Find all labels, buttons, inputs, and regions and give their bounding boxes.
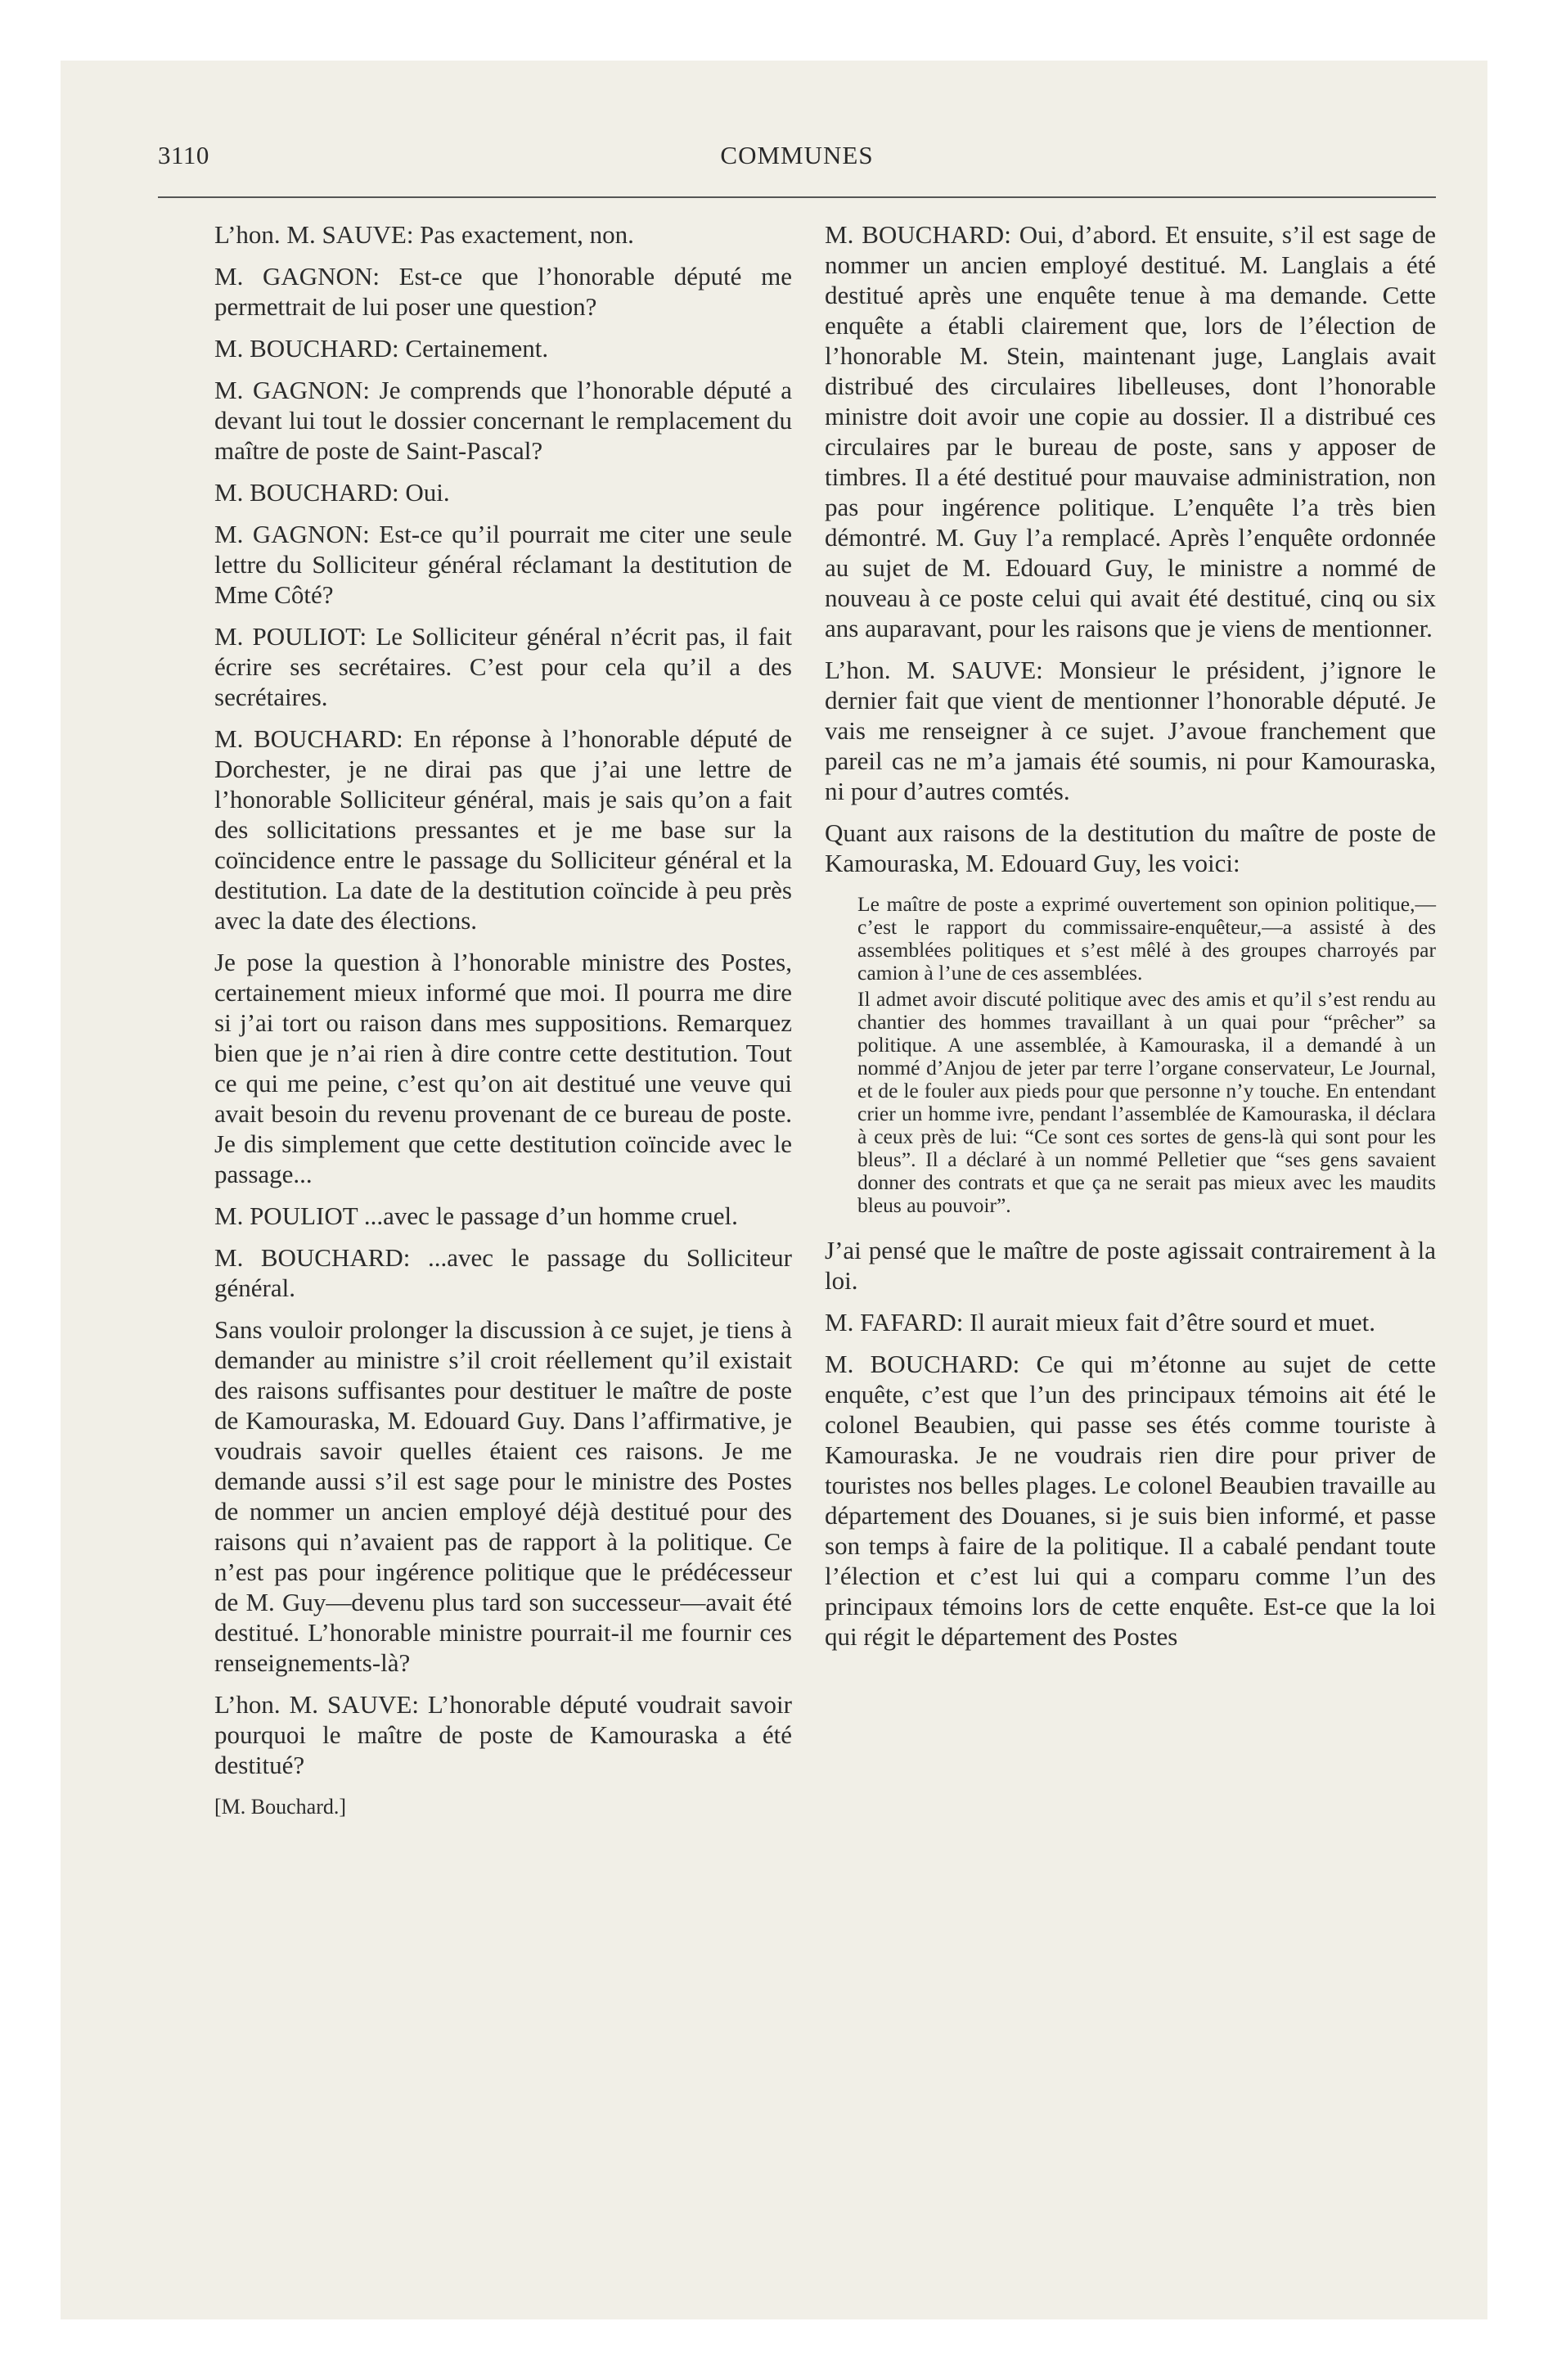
paragraph: L’hon. M. SAUVE: Pas exactement, non. xyxy=(214,220,634,249)
left-column xyxy=(214,219,792,1833)
paragraph: M. BOUCHARD: Ce qui m’étonne au sujet de cette enquête, c’est que l’un des principaux témoins ait été le colonel Beaubien, qui passe ses étés comme touriste à Kamouraska. Je ne voudrais rien dire pour priver de touristes nos belles plages. Le colonel Beaubien travaille au département des Douanes, si je suis bien informé, et passe son temps à faire de la politique. Il a cabalé pendant toute l’élection et c’est lui qui a comparu comme l’un des principaux témoins lors de cette enquête. Est-ce que la loi qui régit le département des Postes xyxy=(825,1350,1436,1651)
quote-paragraph: Le maître de poste a exprimé ouvertement son opinion politique,—c’est le rapport du commissaire-enquêteur,—a assisté à des assemblées politiques et s’est mêlé à des groupes charroyés par camion à l’une de ces assemblées. xyxy=(857,892,1436,985)
paragraph: Sans vouloir prolonger la discussion à ce sujet, je tiens à demander au ministre s’il croit réellement qu’il existait des raisons suffisantes pour destituer le maître de poste de Kamouraska, M. Edouard Guy. Dans l’affirmative, je voudrais savoir quelles étaient ces raisons. Je me demande aussi s’il est sage pour le ministre des Postes de nommer un ancien employé déjà destitué pour des raisons qui n’avaient pas de rapport à la politique. Ce n’est pas pour ingérence politique que le prédécesseur de M. Guy—devenu plus tard son successeur—avait été destitué. L’honorable ministre pourrait-il me fournir ces renseignements-là? xyxy=(214,1315,792,1677)
speaker-credit: [M. Bouchard.] xyxy=(214,1795,347,1819)
paragraph: L’hon. M. SAUVE: L’honorable député voudrait savoir pourquoi le maître de poste de Kamouraska a été destitué? xyxy=(214,1690,792,1779)
paragraph: M. GAGNON: Je comprends que l’honorable député a devant lui tout le dossier concernant le remplacement du maître de poste de Saint-Pascal? xyxy=(214,376,792,465)
paragraph: L’hon. M. SAUVE: Monsieur le président, j’ignore le dernier fait que vient de mentionner l’honorable député. Je vais me renseigner à ce sujet. J’avoue franchement que pareil cas ne m’a jamais été soumis, ni pour Kamouraska, ni pour d’autres comtés. xyxy=(825,656,1436,805)
paragraph: Quant aux raisons de la destitution du maître de poste de Kamouraska, M. Edouard Guy, les voici: xyxy=(825,818,1436,877)
paragraph: Je pose la question à l’honorable ministre des Postes, certainement mieux informé que moi. Il pourra me dire si j’ai tort ou raison dans mes suppositions. Remarquez bien que je n’ai rien à dire contre cette destitution. Tout ce qui me peine, c’est qu’on ait destitué une veuve qui avait besoin du revenu provenant de ce bureau de poste. Je dis simplement que cette destitution coïncide avec le passage... xyxy=(214,948,792,1188)
paragraph: M. GAGNON: Est-ce que l’honorable député me permettrait de lui poser une question? xyxy=(214,262,792,321)
paragraph: M. POULIOT ...avec le passage d’un homme cruel. xyxy=(214,1201,738,1230)
paragraph: M. BOUCHARD: Oui. xyxy=(214,478,450,507)
paragraph: M. POULIOT: Le Solliciteur général n’écrit pas, il fait écrire ses secrétaires. C’est pour cela qu’il a des secrétaires. xyxy=(214,622,792,711)
running-title: COMMUNES xyxy=(720,141,874,169)
paragraph: M. BOUCHARD: ...avec le passage du Solliciteur général. xyxy=(214,1243,792,1302)
paragraph: M. FAFARD: Il aurait mieux fait d’être sourd et muet. xyxy=(825,1308,1375,1336)
paragraph: M. GAGNON: Est-ce qu’il pourrait me citer une seule lettre du Solliciteur général réclamant la destitution de Mme Côté? xyxy=(214,520,792,609)
paragraph: M. BOUCHARD: Oui, d’abord. Et ensuite, s’il est sage de nommer un ancien employé destitué. M. Langlais a été destitué après une enquête tenue à ma demande. Cette enquête a établi clairement que, lors de l’élection de l’honorable M. Stein, maintenant juge, Langlais avait distribué des circulaires libelleuses, dont l’honorable ministre doit avoir une copie au dossier. Il a distribué ces circulaires par le bureau de poste, sans y apposer de timbres. Il a été destitué pour mauvaise administration, non pas pour ingérence politique. L’enquête l’a très bien démontré. M. Guy l’a remplacé. Après l’enquête ordonnée au sujet de M. Edouard Guy, le ministre a nommé de nouveau à ce poste celui qui avait été destitué, cinq ou six ans auparavant, pour les raisons que je viens de mentionner. xyxy=(825,220,1436,642)
quoted-report xyxy=(825,893,1436,1217)
right-column xyxy=(825,219,1436,1663)
page-number: 3110 xyxy=(158,141,209,169)
header-rule xyxy=(158,196,1436,198)
paragraph: M. BOUCHARD: Certainement. xyxy=(214,334,549,363)
page-header xyxy=(158,141,1436,190)
paragraph: J’ai pensé que le maître de poste agissait contrairement à la loi. xyxy=(825,1236,1436,1295)
paragraph: M. BOUCHARD: En réponse à l’honorable député de Dorchester, je ne dirai pas que j’ai une lettre de l’honorable Solliciteur général, mais je sais qu’on a fait des sollicitations pressantes et je me base sur la coïncidence entre le passage du Solliciteur général et la destitution. La date de la destitution coïncide à peu près avec la date des élections. xyxy=(214,724,792,935)
quote-paragraph: Il admet avoir discuté politique avec des amis et qu’il s’est rendu au chantier des hommes travaillant à un quai pour “prêcher” sa politique. A une assemblée, à Kamouraska, il a demandé à un nommé d’Anjou de jeter par terre l’organe conservateur, Le Journal, et de le fouler aux pieds pour que personne n’y touche. En entendant crier un homme ivre, pendant l’assemblée de Kamouraska, il déclara à ceux près de lui: “Ce sont ces sortes de gens-là qui sont pour les bleus”. Il a déclaré à un nommé Pelletier que “ses gens savaient donner des contrats et que ça ne serait pas mieux avec les maudits bleus au pouvoir”. xyxy=(857,987,1436,1217)
